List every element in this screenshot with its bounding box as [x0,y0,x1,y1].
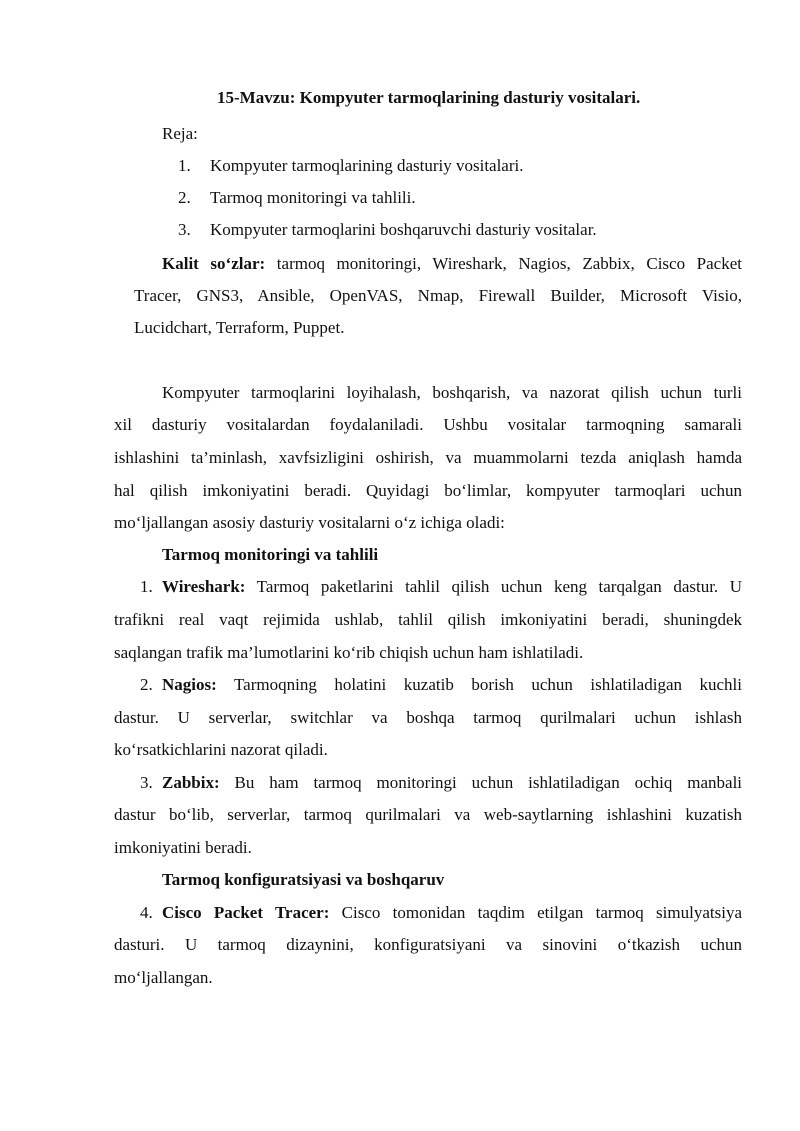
plan-item-number: 2. [178,188,191,207]
plan-item-number: 1. [178,156,191,175]
keywords-text: Lucidchart, Terraform, Puppet. [134,318,345,337]
item-number: 2. [140,675,153,694]
item-text: Bu ham tarmoq monitoringi uchun ishlatiladigan ochiq manbali [234,773,743,792]
intro-line: hal qilish imkoniyatini beradi. Quyidagi bo‘limlar, kompyuter tarmoqlari uchun [114,481,742,500]
item-line: imkoniyatini beradi. [114,838,252,857]
item-name: Nagios: [162,675,217,694]
intro-line: Kompyuter tarmoqlarini loyihalash, boshqarish, va nazorat qilish uchun turli [162,383,742,402]
plan-label: Reja: [162,124,198,143]
item-line: mo‘ljallangan. [114,968,213,987]
item-name: Zabbix: [162,773,220,792]
item-line: dasturi. U tarmoq dizaynini, konfiguratsiyani va sinovini o‘tkazish uchun [114,935,742,954]
item-text: Cisco tomonidan taqdim etilgan tarmoq simulyatsiya [341,903,742,922]
item-name: Cisco Packet Tracer: [162,903,330,922]
item-first-line [162,577,742,597]
item-line: saqlangan trafik ma’lumotlarini ko‘rib chiqish uchun ham ishlatiladi. [114,643,584,662]
item-line: trafikni real vaqt rejimida ushlab, tahlil qilish imkoniyatini beradi, shuningdek [114,610,742,629]
item-name: Wireshark: [162,577,246,596]
keywords-text: tarmoq monitoringi, Wireshark, Nagios, Zabbix, Cisco Packet [276,254,742,273]
page-title: 15-Mavzu: Kompyuter tarmoqlarining dasturiy vositalari. [217,88,641,107]
section-heading: Tarmoq monitoringi va tahlili [162,545,379,564]
intro-line: xil dasturiy vositalardan foydalaniladi. Ushbu vositalar tarmoqning samarali [114,415,742,434]
keywords-line [162,254,742,274]
intro-line: mo‘ljallangan asosiy dasturiy vositalarni o‘z ichiga oladi: [114,513,505,532]
keywords-text: Tracer, GNS3, Ansible, OpenVAS, Nmap, Firewall Builder, Microsoft Visio, [134,286,742,305]
section-heading: Tarmoq konfiguratsiyasi va boshqaruv [162,870,445,889]
plan-item-text: Kompyuter tarmoqlarini boshqaruvchi dasturiy vositalar. [210,220,597,239]
item-first-line [162,675,742,695]
item-line: ko‘rsatkichlarini nazorat qiladi. [114,740,328,759]
item-text: Tarmoq paketlarini tahlil qilish uchun keng tarqalgan dastur. U [256,577,742,596]
plan-item-number: 3. [178,220,191,239]
item-first-line [162,903,742,923]
item-line: dastur. U serverlar, switchlar va boshqa tarmoq qurilmalari uchun ishlash [114,708,742,727]
keywords-label: Kalit so‘zlar: [162,254,266,273]
plan-item-text: Tarmoq monitoringi va tahlili. [210,188,416,207]
item-number: 1. [140,577,153,596]
item-line: dastur bo‘lib, serverlar, tarmoq qurilmalari va web-saytlarning ishlashini kuzatish [114,805,742,824]
item-number: 4. [140,903,153,922]
item-number: 3. [140,773,153,792]
item-first-line [162,773,742,793]
intro-line: ishlashini ta’minlash, xavfsizligini oshirish, va muammolarni tezda aniqlash hamda [114,448,742,467]
plan-item-text: Kompyuter tarmoqlarining dasturiy vositalari. [210,156,524,175]
item-text: Tarmoqning holatini kuzatib borish uchun ishlatiladigan kuchli [233,675,742,694]
